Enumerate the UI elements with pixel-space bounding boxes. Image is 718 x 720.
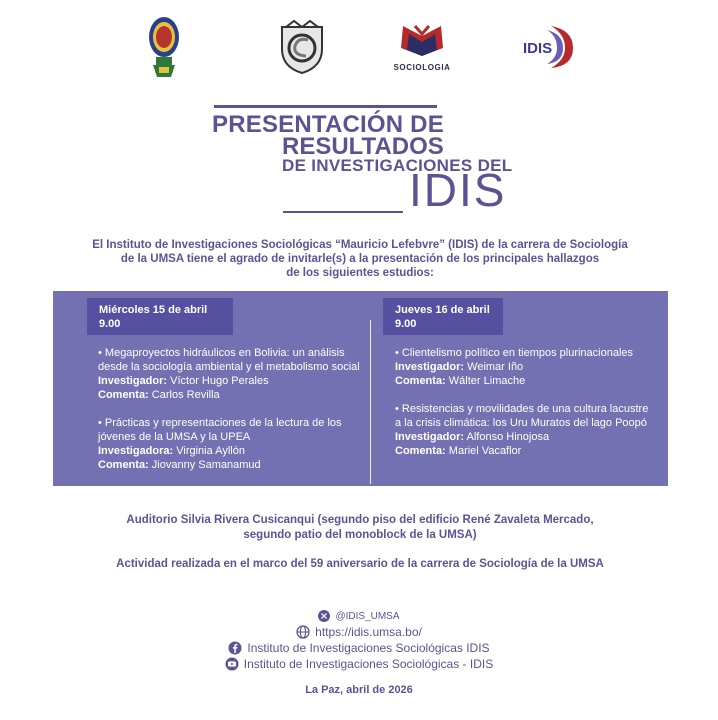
title-line-3: DE INVESTIGACIONES DEL	[282, 156, 513, 175]
researcher-name: Alfonso Hinojosa	[466, 431, 550, 443]
researcher-name: Víctor Hugo Perales	[170, 375, 269, 387]
web-url[interactable]: https://idis.umsa.bo/	[315, 625, 422, 639]
x-link[interactable]	[0, 608, 718, 624]
venue-text	[100, 513, 620, 543]
facebook-icon	[228, 641, 242, 655]
researcher-name: Virginia Ayllón	[176, 445, 245, 457]
researcher-label: Investigadora:	[98, 445, 174, 457]
researcher-label: Investigador:	[395, 361, 465, 373]
youtube-link[interactable]	[0, 656, 718, 672]
sociologia-logo-text: SOCIOLOGIA	[393, 63, 451, 72]
commenter-name: Wálter Limache	[448, 375, 526, 387]
title-rule-bottom	[283, 211, 403, 213]
web-link[interactable]	[0, 624, 718, 640]
list-item	[98, 416, 366, 472]
list-item	[98, 346, 366, 402]
x-handle[interactable]: @IDIS_UMSA	[335, 610, 400, 622]
study-title: • Clientelismo político en tiempos plurinacionales	[395, 347, 634, 359]
facebook-link[interactable]	[0, 640, 718, 656]
commenter-name: Jiovanny Samanamud	[151, 459, 261, 471]
list-item	[395, 346, 657, 388]
day2-date: Jueves 16 de abril	[395, 304, 490, 316]
venue-line-2: segundo patio del monoblock de la UMSA)	[243, 529, 477, 541]
title-line-1: PRESENTACIÓN DE	[212, 111, 444, 138]
day1-column	[98, 346, 366, 486]
title-line-2: RESULTADOS	[282, 133, 444, 160]
intro-line-1: El Instituto de Investigaciones Sociológicas “Mauricio Lefebvre” (IDIS) de la carrera de Sociología	[92, 239, 628, 251]
globe-icon	[296, 625, 310, 639]
comment-label: Comenta:	[395, 445, 446, 457]
idis-logo-text: IDIS	[523, 40, 553, 57]
comment-label: Comenta:	[98, 459, 149, 471]
commenter-name: Mariel Vacaflor	[448, 445, 522, 457]
day2-date-box	[383, 298, 503, 335]
list-item	[395, 402, 657, 458]
panel-divider	[370, 320, 371, 484]
study-title: • Resistencias y movilidades de una cultura lacustre a la crisis climática: los Uru Muratos del lago Poopó	[395, 403, 649, 429]
commenter-name: Carlos Revilla	[151, 389, 220, 401]
footer-text: La Paz, abril de 2026	[305, 684, 413, 696]
title-rule-top	[214, 105, 437, 108]
comment-label: Comenta:	[395, 375, 446, 387]
day1-date: Miércoles 15 de abril	[99, 304, 208, 316]
x-icon	[318, 610, 330, 622]
day1-date-box	[87, 298, 233, 335]
venue-line-1: Auditorio Silvia Rivera Cusicanqui (segundo piso del edificio René Zavaleta Mercado,	[126, 514, 594, 526]
researcher-label: Investigador:	[98, 375, 168, 387]
researcher-label: Investigador:	[395, 431, 465, 443]
day2-time: 9.00	[395, 318, 417, 330]
facebook-name[interactable]: Instituto de Investigaciones Sociológicas IDIS	[247, 641, 490, 655]
title-block	[0, 0, 718, 220]
social-links	[0, 608, 718, 672]
comment-label: Comenta:	[98, 389, 149, 401]
intro-line-3: de los siguientes estudios:	[286, 267, 434, 279]
anniversary-text: Actividad realizada en el marco del 59 aniversario de la carrera de Sociología de la UMSA	[116, 558, 604, 570]
study-title: • Megaproyectos hidráulicos en Bolivia: un análisis desde la sociología ambiental y el metabolismo social	[98, 347, 360, 373]
study-title: • Prácticas y representaciones de la lectura de los jóvenes de la UMSA y la UPEA	[98, 417, 342, 443]
intro-text	[90, 238, 630, 280]
youtube-name[interactable]: Instituto de Investigaciones Sociológicas - IDIS	[243, 657, 494, 671]
title-line-4: IDIS	[409, 164, 507, 216]
day2-column	[395, 346, 657, 472]
youtube-icon	[225, 657, 239, 671]
day1-time: 9.00	[99, 318, 121, 330]
intro-line-2: de la UMSA tiene el agrado de invitarle(s) a la presentación de los principales hallazgos	[120, 253, 600, 265]
researcher-name: Weimar Iño	[467, 361, 524, 373]
